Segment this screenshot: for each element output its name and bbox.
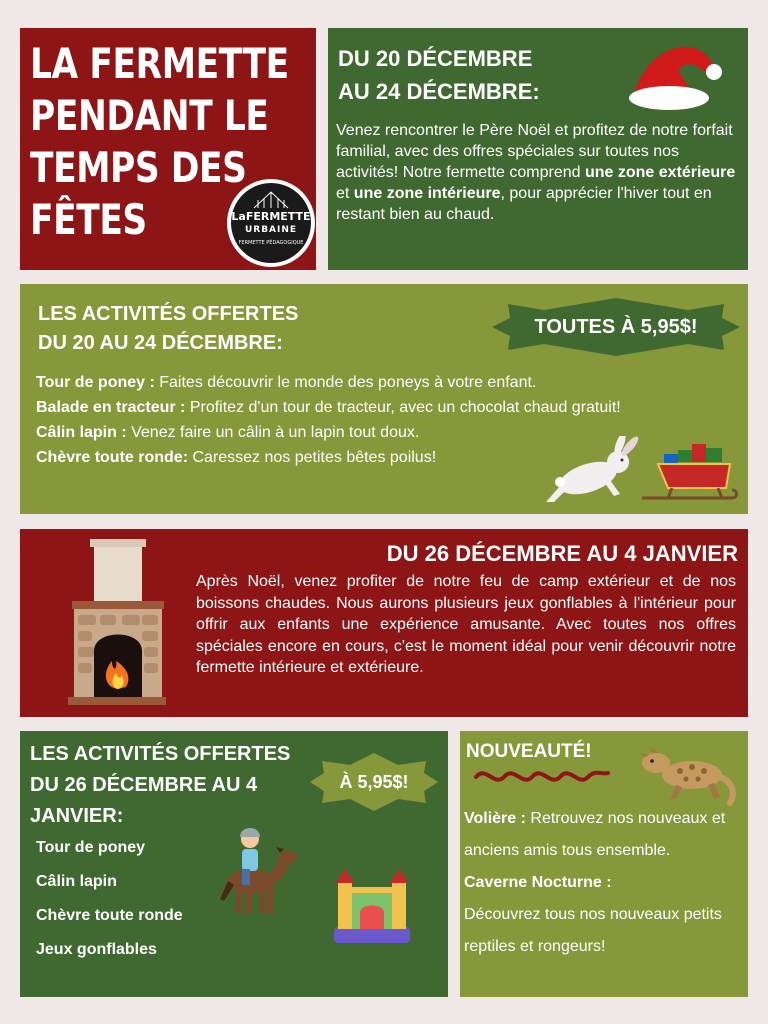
sleigh-icon	[638, 436, 740, 508]
logo-text-top: LaFERMETTE	[231, 210, 311, 223]
santa-hat-icon	[624, 38, 724, 112]
bouncy-castle-icon	[330, 865, 414, 947]
list-item	[464, 803, 742, 867]
activities-1-title-line-2: DU 20 AU 24 DÉCEMBRE:	[38, 332, 283, 354]
bunny-icon	[540, 436, 640, 508]
nouveaute-title: NOUVEAUTÉ!	[466, 741, 592, 762]
title-line-2: PENDANT LE	[30, 91, 269, 140]
list-item-name: Caverne Nocturne :	[464, 874, 612, 891]
list-item-desc: Faites découvrir le monde des poneys à votre enfant.	[154, 374, 537, 391]
dates-1-bold-indoor: une zone intérieure	[353, 185, 501, 202]
dates-1-bold-outdoor: une zone extérieure	[584, 164, 736, 181]
title-panel	[20, 28, 316, 270]
price-banner-1	[492, 296, 740, 358]
banner-2-text: À 5,95$!	[339, 771, 409, 792]
fermette-logo	[226, 178, 316, 268]
price-banner-2	[310, 751, 438, 813]
squiggle-icon	[472, 763, 612, 789]
lizard-icon	[636, 737, 740, 809]
dates-panel-1	[328, 28, 748, 270]
activities-2-title-line-2: DU 26 DÉCEMBRE AU 4	[30, 774, 258, 796]
title-line-3: TEMPS DES	[30, 143, 247, 192]
list-item-desc: Profitez d'un tour de tracteur, avec un chocolat chaud gratuit!	[185, 399, 621, 416]
dates-1-title-line-1: DU 20 DÉCEMBRE	[338, 46, 533, 71]
title-line-4: FÊTES	[30, 195, 147, 244]
list-item: Jeux gonflables	[36, 941, 157, 958]
list-item-desc: Caressez nos petites bêtes poilus!	[188, 449, 437, 466]
list-item-desc: Venez faire un câlin à un lapin tout doux.	[126, 424, 420, 441]
activities-2-title-line-3: JANVIER:	[30, 805, 124, 827]
list-item-name: Câlin lapin :	[36, 424, 127, 441]
dates-1-title	[338, 42, 618, 108]
list-item: Tour de poney	[36, 839, 146, 856]
list-item	[36, 395, 716, 420]
list-item-name: Tour de poney :	[36, 374, 155, 391]
dates-2-title: DU 26 DÉCEMBRE AU 4 JANVIER	[386, 541, 738, 566]
dates-2-paragraph: Après Noël, venez profiter de notre feu de camp extérieur et de nos boissons chaudes. Nous aurons plusieurs jeux gonflables à l'intérieur pour offrir aux enfants une expérience amusante. Avec toutes nos offres spéciales encore en cours, c'est le moment idéal pour venir découvrir notre fermette intérieure et extérieure.	[196, 573, 736, 676]
list-item-name: Balade en tracteur :	[36, 399, 186, 416]
activities-1-title	[38, 300, 368, 358]
dates-panel-2	[20, 529, 748, 717]
title-line-1: LA FERMETTE	[30, 39, 289, 88]
activities-panel-2	[20, 731, 448, 997]
list-item	[464, 867, 742, 963]
logo-text-bottom: FERMETTE PÉDAGOGIQUE	[238, 240, 304, 246]
nouveaute-panel	[460, 731, 748, 997]
dates-1-text-c: , pour apprécier l'hiver tout en restant bien au chaud.	[336, 185, 712, 223]
pony-icon	[212, 819, 298, 917]
activities-1-title-line-1: LES ACTIVITÉS OFFERTES	[38, 303, 299, 325]
dates-1-text-b: et	[336, 185, 354, 202]
list-item-name: Volière :	[464, 810, 526, 827]
nouveaute-list	[464, 803, 742, 963]
activities-2-list	[36, 837, 226, 973]
list-item: Câlin lapin	[36, 873, 117, 890]
dates-1-title-line-2: AU 24 DÉCEMBRE:	[338, 79, 540, 104]
activities-2-title-line-1: LES ACTIVITÉS OFFERTES	[30, 743, 291, 765]
list-item	[36, 370, 716, 395]
dates-1-paragraph	[336, 120, 736, 225]
list-item-desc: Découvrez tous nos nouveaux petits reptiles et rongeurs!	[464, 906, 722, 955]
activities-panel-1	[20, 284, 748, 514]
logo-text-mid: URBAINE	[244, 225, 298, 235]
list-item: Chèvre toute ronde	[36, 907, 183, 924]
list-item-desc: Retrouvez nos nouveaux et anciens amis tous ensemble.	[464, 810, 726, 859]
list-item-name: Chèvre toute ronde:	[36, 449, 189, 466]
dates-1-text-a: Venez rencontrer le Père Noël et profitez de notre forfait familial, avec des offres spéciales sur toutes nos activités! Notre fermette comprend	[336, 122, 733, 181]
banner-1-text: TOUTES À 5,95$!	[534, 315, 698, 338]
